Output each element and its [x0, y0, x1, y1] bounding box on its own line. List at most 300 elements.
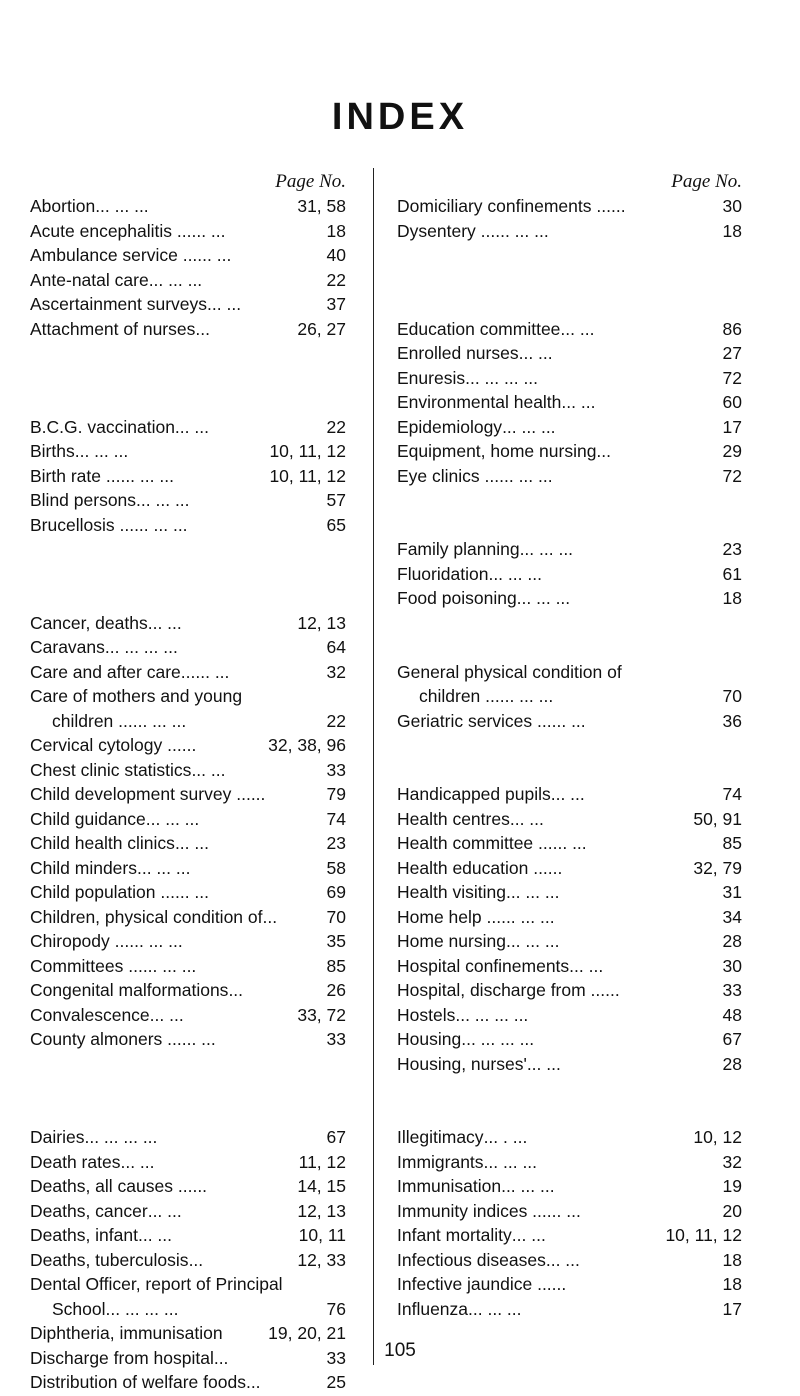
index-entry	[30, 1174, 346, 1199]
page-numbers: 10, 11, 12	[269, 441, 346, 461]
index-entry-line	[397, 586, 742, 611]
page-numbers: 30	[722, 955, 742, 976]
index-term: Food poisoning	[397, 588, 517, 608]
index-term: Brucellosis ...	[30, 514, 135, 535]
index-entry-line	[397, 562, 742, 587]
leader-dots: ... ...	[546, 1200, 581, 1221]
index-entry	[30, 1125, 346, 1150]
leader-dots: ... ... ...	[148, 269, 203, 290]
leader-dots: ...	[250, 784, 266, 804]
page-numbers: 26	[326, 980, 346, 1000]
index-entry-line	[397, 1052, 742, 1077]
letter-group-gap	[397, 611, 742, 660]
index-entry-line	[30, 439, 346, 464]
leader-dots: ... ... ...	[74, 441, 129, 461]
letter-group-gap	[397, 243, 742, 317]
index-entry-line	[30, 782, 346, 807]
index-term: Housing, nurses'	[397, 1053, 527, 1074]
index-term: Health centres	[397, 808, 510, 829]
leader-dots: ... ...	[545, 1249, 580, 1270]
index-term: Environmental health	[397, 392, 562, 412]
index-entry-line	[30, 1199, 346, 1224]
page-numbers: 79	[326, 784, 346, 804]
index-term: Blind persons	[30, 490, 137, 510]
index-entry-line	[397, 1150, 742, 1175]
index-entry	[397, 537, 742, 562]
letter-group-gap	[397, 1076, 742, 1125]
page-numbers: 34	[722, 906, 742, 927]
index-term: Family planning	[397, 539, 520, 559]
page-numbers: 70	[722, 686, 742, 706]
leader-dots: ... ...	[191, 220, 226, 241]
leader-dots: ... ... ...	[505, 882, 560, 902]
index-term: Ascertainment surveys	[30, 294, 208, 314]
index-entry-line	[30, 709, 346, 734]
index-entry	[397, 1199, 742, 1224]
index-entry-line	[30, 464, 346, 489]
page-numbers: 10, 11	[298, 1225, 346, 1245]
index-term: Deaths, all causes ...	[30, 1176, 193, 1196]
letter-group-gap	[30, 341, 346, 415]
index-entry-line	[397, 1174, 742, 1199]
page-numbers: 85	[722, 833, 742, 853]
index-term: Distribution of welfare foods	[30, 1372, 246, 1392]
index-entry-line	[30, 1223, 346, 1248]
index-entry	[30, 978, 346, 1003]
leader-dots: ... ...	[552, 833, 587, 853]
index-entry-line	[397, 905, 742, 930]
index-entry-line	[30, 513, 346, 538]
leader-dots: ... ...	[550, 784, 585, 804]
index-entry-line	[397, 709, 742, 734]
leader-dots: ... ...	[560, 318, 595, 339]
index-column-right	[397, 170, 742, 1321]
index-entry	[30, 1150, 346, 1175]
index-entry-line	[30, 1150, 346, 1175]
index-term: Cancer, deaths	[30, 612, 148, 633]
page-numbers: 60	[722, 392, 742, 412]
index-entry-line	[30, 1297, 346, 1322]
index-entry	[397, 415, 742, 440]
leader-dots: ... ... ...	[468, 1298, 522, 1319]
index-entry-line	[397, 366, 742, 391]
index-entry	[30, 488, 346, 513]
index-entry	[30, 954, 346, 979]
page-no-header: Page No.	[275, 171, 346, 192]
leader-dots: ...	[181, 735, 197, 755]
leader-dots: ... ... ...	[501, 1176, 555, 1196]
index-entry-line	[397, 317, 742, 342]
page-numbers: 28	[722, 931, 742, 951]
index-term: Eye clinics ...	[397, 465, 500, 486]
index-entry-line	[30, 807, 346, 832]
page-numbers: 27	[722, 343, 742, 363]
index-entry	[397, 586, 742, 611]
index-term: Child development survey ...	[30, 784, 251, 804]
index-entry-line	[30, 758, 346, 783]
index-entry-line	[30, 292, 346, 317]
index-term: Child guidance	[30, 808, 146, 829]
index-entry	[397, 1174, 742, 1199]
index-entry-line	[30, 1003, 346, 1028]
leader-dots: ... ... ...	[499, 465, 553, 486]
index-term: Ante-natal care	[30, 269, 149, 290]
index-entry	[30, 733, 346, 758]
page-numbers: 10, 12	[693, 1127, 742, 1147]
page-numbers: 72	[722, 465, 742, 486]
leader-dots: ... ...	[174, 416, 209, 437]
index-entry	[30, 1272, 346, 1321]
page-numbers: 31, 58	[297, 196, 346, 216]
index-entry	[397, 1003, 742, 1028]
index-entry-line	[397, 880, 742, 905]
leader-dots: ... ...	[551, 710, 586, 731]
page-numbers: 65	[326, 514, 346, 535]
index-term: Children, physical condition of	[30, 906, 263, 927]
page-numbers: 18	[722, 1249, 742, 1270]
index-entry-line	[397, 1003, 742, 1028]
index-list	[30, 194, 346, 1395]
leader-dots: ...	[610, 196, 626, 216]
page-numbers: 18	[326, 220, 346, 241]
index-term: Home help ...	[397, 906, 502, 927]
page-numbers: 33	[326, 1029, 346, 1049]
index-entry-line	[397, 684, 742, 709]
index-entry-line	[30, 684, 346, 709]
index-entry	[397, 464, 742, 489]
index-entry	[30, 807, 346, 832]
leader-dots: ... ...	[137, 1225, 173, 1245]
leader-dots: ... ... ...	[132, 710, 187, 731]
index-entry-line	[30, 1174, 346, 1199]
index-term: Enuresis	[397, 367, 466, 388]
page-no-header: Page No.	[671, 171, 742, 192]
page-numbers: 19	[722, 1176, 742, 1196]
leader-dots: ... ... ...	[488, 563, 542, 584]
index-entry	[397, 341, 742, 366]
index-term: Health visiting	[397, 882, 506, 902]
index-entry	[30, 831, 346, 856]
leader-dots: ...	[262, 906, 278, 927]
page-numbers: 57	[326, 490, 346, 510]
index-term: Epidemiology	[397, 416, 503, 437]
leader-dots: ... ... ...	[142, 955, 197, 976]
index-term: Dental Officer, report of Principal	[30, 1274, 283, 1294]
index-term: Child population ...	[30, 882, 175, 902]
column-divider	[373, 168, 374, 1365]
page-numbers: 33	[722, 980, 742, 1000]
index-entry	[30, 1370, 346, 1395]
leader-dots: ... ...	[197, 245, 232, 265]
page-numbers: 32, 38, 96	[268, 735, 346, 755]
index-entry-line	[397, 660, 742, 685]
index-entry-line	[30, 978, 346, 1003]
index-entry	[30, 684, 346, 733]
page-numbers: 25	[326, 1372, 346, 1392]
page-numbers: 40	[326, 245, 346, 265]
index-term: Geriatric services ...	[397, 710, 552, 731]
index-term: Deaths, infant	[30, 1225, 138, 1245]
index-entry	[397, 782, 742, 807]
letter-group-gap	[30, 537, 346, 611]
index-term: Hospital confinements	[397, 955, 570, 976]
index-entry	[397, 1052, 742, 1077]
leader-dots: ... . ...	[483, 1127, 528, 1147]
page-numbers: 17	[722, 1298, 742, 1319]
index-entry	[30, 660, 346, 685]
leader-dots: ... ...	[207, 294, 242, 314]
leader-dots: ... ... ...	[516, 588, 571, 608]
leader-dots: ...	[213, 1347, 229, 1368]
index-term: Deaths, tuberculosis	[30, 1249, 189, 1270]
page-numbers: 11, 12	[298, 1151, 346, 1172]
index-term: Hospital, discharge from ...	[397, 980, 606, 1000]
page-title: INDEX	[331, 96, 469, 138]
index-term: County almoners ...	[30, 1029, 182, 1049]
leader-dots: ... ...	[569, 955, 604, 976]
leader-dots: ... ... ...	[501, 906, 555, 927]
leader-dots: ...	[195, 318, 210, 339]
index-entry-line	[397, 954, 742, 979]
index-entry	[397, 219, 742, 244]
index-term: Death rates	[30, 1151, 121, 1172]
index-entry	[397, 978, 742, 1003]
index-term: Caravans	[30, 637, 105, 657]
leader-dots	[242, 684, 346, 709]
index-entry-line	[30, 1272, 346, 1297]
index-entry-line	[30, 733, 346, 758]
index-entry-line	[30, 243, 346, 268]
index-entry-line	[397, 978, 742, 1003]
index-entry	[30, 905, 346, 930]
index-term: Birth rate ...	[30, 465, 121, 486]
leader-dots: ...	[228, 980, 244, 1000]
index-term: Abortion	[30, 196, 96, 216]
index-entry-line	[30, 856, 346, 881]
index-entry	[397, 856, 742, 881]
index-entry-line	[397, 219, 742, 244]
letter-group-gap	[397, 488, 742, 537]
index-term: Attachment of nurses	[30, 318, 196, 339]
leader-dots: ...	[547, 857, 563, 878]
index-term: Acute encephalitis ...	[30, 220, 192, 241]
index-entry-line	[397, 194, 742, 219]
index-entry	[30, 635, 346, 660]
index-term: Dairies	[30, 1127, 85, 1147]
leader-dots: ... ... ...	[145, 808, 200, 829]
page-numbers: 10, 11, 12	[269, 465, 346, 486]
index-entry	[397, 929, 742, 954]
index-term: Domiciliary confinements ...	[397, 196, 611, 216]
index-term: Housing	[397, 1029, 462, 1049]
index-entry-line	[397, 390, 742, 415]
page-numbers: 50, 91	[693, 808, 742, 829]
index-entry	[30, 415, 346, 440]
leader-dots: ... ... ...	[505, 931, 560, 951]
leader-dots: ... ...	[561, 392, 596, 412]
leader-dots: ... ... ...	[519, 539, 574, 559]
index-entry	[397, 1150, 742, 1175]
page-numbers: 23	[326, 833, 346, 853]
index-term: Enrolled nurses	[397, 343, 519, 363]
page-numbers: 12, 33	[297, 1249, 346, 1270]
index-entry-line	[30, 488, 346, 513]
index-term: Cervical cytology ...	[30, 735, 182, 755]
index-entry	[397, 831, 742, 856]
index-entry	[30, 243, 346, 268]
leader-dots: ... ... ...	[95, 196, 149, 216]
page-numbers: 61	[722, 563, 742, 584]
index-entry-line	[30, 880, 346, 905]
index-entry-line	[397, 415, 742, 440]
index-entry	[30, 1027, 346, 1052]
page-numbers: 17	[722, 416, 742, 437]
index-entry-line	[30, 635, 346, 660]
leader-dots: ... ...	[509, 808, 544, 829]
index-term: Immunity indices ...	[397, 1200, 547, 1221]
leader-dots: ... ... ...	[120, 465, 174, 486]
leader-dots: ... ... ... ...	[105, 1298, 179, 1319]
page-numbers: 22	[326, 269, 346, 290]
leader-dots: ... ... ...	[502, 416, 556, 437]
index-entry-line	[397, 1199, 742, 1224]
index-entry	[397, 709, 742, 734]
index-entry	[30, 194, 346, 219]
index-entry-line	[30, 219, 346, 244]
index-entry-line	[397, 807, 742, 832]
leader-dots	[283, 1272, 346, 1297]
index-entry	[397, 390, 742, 415]
page-numbers: 76	[326, 1298, 346, 1319]
page-numbers: 30	[722, 196, 742, 216]
index-entry	[30, 1248, 346, 1273]
page-numbers: 36	[722, 710, 742, 731]
index-term: Equipment, home nursing	[397, 441, 597, 461]
index-entry	[30, 513, 346, 538]
leader-dots: ... ...	[511, 1225, 546, 1245]
index-entry	[30, 219, 346, 244]
leader-dots: ... ... ...	[136, 857, 191, 878]
page-numbers: 28	[722, 1053, 742, 1074]
leader-dots: ... ...	[174, 833, 209, 853]
page-numbers: 22	[326, 710, 346, 731]
page-numbers: 33, 72	[297, 1004, 346, 1025]
index-term: Health committee ...	[397, 833, 553, 853]
leader-dots: ... ...	[149, 1004, 184, 1025]
index-term: Births	[30, 441, 75, 461]
letter-group-gap	[397, 733, 742, 782]
leader-dots: ... ... ...	[495, 220, 549, 241]
index-term: Care and after care...	[30, 661, 196, 682]
leader-dots: ... ... ... ...	[461, 1029, 535, 1049]
leader-dots: ... ... ... ...	[84, 1127, 158, 1147]
index-term: Fluoridation	[397, 563, 489, 584]
index-term: Deaths, cancer	[30, 1200, 148, 1221]
leader-dots: ...	[188, 1249, 204, 1270]
index-entry-line	[30, 1027, 346, 1052]
index-entry	[30, 1199, 346, 1224]
index-entry-line	[397, 1272, 742, 1297]
index-entry-line	[397, 1125, 742, 1150]
page-numbers: 12, 13	[297, 1200, 346, 1221]
page-numbers: 48	[722, 1004, 742, 1025]
leader-dots: ...	[245, 1372, 261, 1392]
index-entry	[30, 880, 346, 905]
index-term: B.C.G. vaccination	[30, 416, 175, 437]
index-entry-line	[397, 1223, 742, 1248]
index-entry-line	[397, 831, 742, 856]
index-entry-line	[397, 439, 742, 464]
index-term: Handicapped pupils	[397, 784, 551, 804]
index-entry-line	[397, 537, 742, 562]
page-numbers: 33	[326, 759, 346, 780]
page-numbers: 29	[722, 441, 742, 461]
page-numbers: 33	[326, 1347, 346, 1368]
index-term: Health education ...	[397, 857, 548, 878]
index-entry-line	[30, 268, 346, 293]
page-numbers: 86	[722, 318, 742, 339]
index-entry	[397, 1125, 742, 1150]
index-entry	[30, 1003, 346, 1028]
index-entry-line	[30, 415, 346, 440]
index-entry	[397, 1272, 742, 1297]
leader-dots: ... ...	[526, 1053, 561, 1074]
page-numbers: 22	[326, 416, 346, 437]
page-numbers: 12, 13	[297, 612, 346, 633]
index-entry	[30, 317, 346, 342]
letter-group-gap	[30, 1052, 346, 1126]
leader-dots: ... ...	[518, 343, 553, 363]
leader-dots: ... ... ...	[134, 514, 188, 535]
index-entry	[30, 292, 346, 317]
index-entry-line	[397, 856, 742, 881]
index-entry	[397, 439, 742, 464]
index-term: children ...	[52, 710, 133, 731]
index-entry-line	[30, 954, 346, 979]
index-entry	[30, 611, 346, 636]
index-entry-line	[397, 341, 742, 366]
index-term: Immunisation	[397, 1176, 502, 1196]
index-term: Diphtheria, immunisation	[30, 1323, 223, 1343]
index-term: Convalescence	[30, 1004, 150, 1025]
leader-dots: ...	[192, 1176, 208, 1196]
index-entry	[397, 1248, 742, 1273]
index-entry-line	[30, 831, 346, 856]
page-numbers: 32, 79	[693, 857, 742, 878]
index-entry	[30, 439, 346, 464]
index-entry	[397, 366, 742, 391]
index-entry	[397, 905, 742, 930]
page-numbers: 58	[326, 857, 346, 878]
index-entry-line	[30, 660, 346, 685]
index-entry-line	[30, 1248, 346, 1273]
page-numbers: 74	[722, 784, 742, 804]
index-term: General physical condition of	[397, 661, 622, 682]
leader-dots: ... ... ...	[129, 931, 183, 951]
leader-dots: ... ...	[120, 1151, 155, 1172]
page-numbers: 85	[326, 955, 346, 976]
index-entry-line	[30, 317, 346, 342]
index-entry-line	[30, 905, 346, 930]
index-entry	[397, 807, 742, 832]
index-entry-line	[397, 464, 742, 489]
page-numbers: 70	[326, 906, 346, 927]
index-entry	[30, 268, 346, 293]
leader-dots: ... ... ...	[499, 686, 554, 706]
page-numbers: 67	[326, 1127, 346, 1147]
index-entry-line	[30, 611, 346, 636]
index-entry-line	[397, 782, 742, 807]
